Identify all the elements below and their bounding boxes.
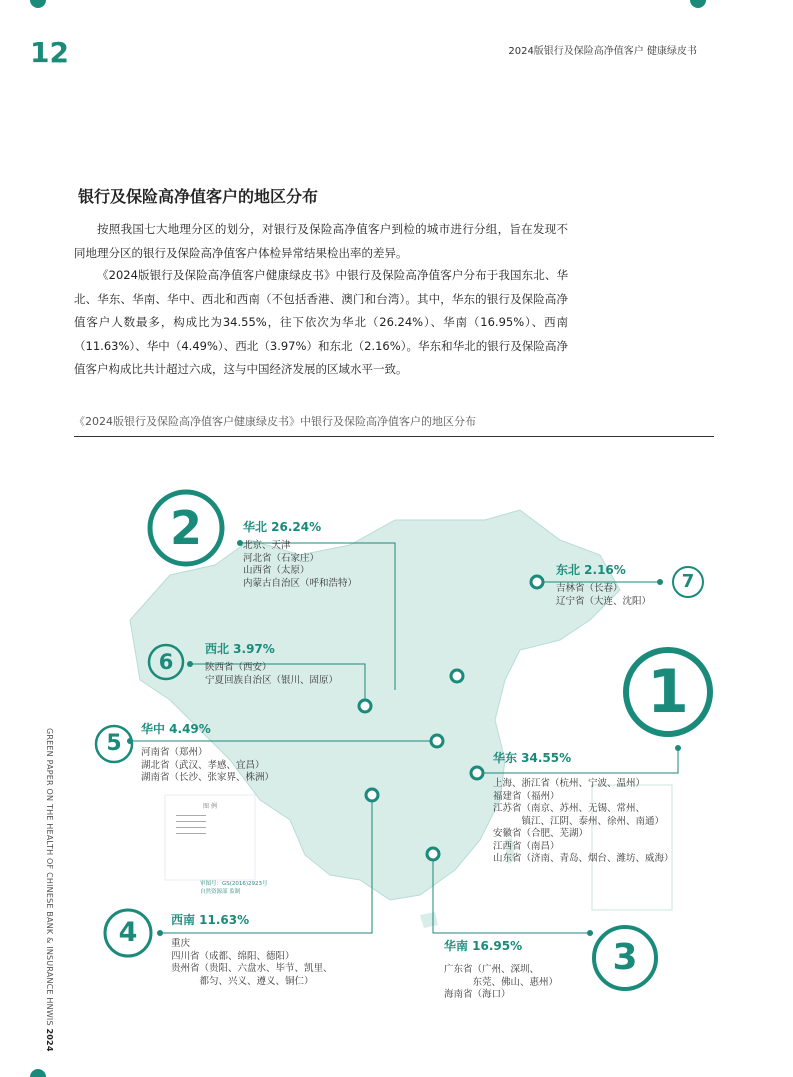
city-line: 镇江、江阴、泰州、徐州、南通） — [493, 815, 665, 827]
rank-number-4: 4 — [118, 917, 138, 948]
city-line: 江西省（南昌） — [493, 840, 560, 852]
marker-xinan — [366, 789, 378, 801]
city-line: 江苏省（南京、苏州、无锡、常州、 — [493, 803, 646, 814]
city-line: 山东省（济南、青岛、烟台、潍坊、威海） — [493, 853, 674, 864]
dot-xibei — [187, 661, 193, 667]
dot-xinan — [157, 930, 163, 936]
map-credit — [200, 880, 268, 896]
city-line: 贵州省（贵阳、六盘水、毕节、凯里、 — [171, 963, 333, 974]
city-line: 宁夏回族自治区（银川、固原） — [205, 674, 339, 686]
figure-caption: 《2024版银行及保险高净值客户健康绿皮书》中银行及保险高净值客户的地区分布 — [74, 415, 476, 428]
map-credit-approval: 审图号：GS(2016)2923号 — [200, 881, 268, 887]
region-cities-huabei — [243, 540, 357, 590]
city-line: 上海、浙江省（杭州、宁波、温州） — [493, 778, 646, 789]
map-legend-title: 图 例 — [203, 803, 217, 810]
marker-huabei — [451, 670, 463, 682]
city-line: 辽宁省（大连、沈阳） — [556, 595, 652, 607]
city-line: 山西省（太原） — [243, 565, 310, 576]
running-header: 2024版银行及保险高净值客户 健康绿皮书 — [508, 46, 697, 57]
dot-huanan — [587, 930, 593, 936]
dot-huadong — [675, 745, 681, 751]
map-credit-authority: 自然资源部 监制 — [200, 889, 241, 895]
region-huazhong — [141, 720, 274, 785]
dot-dongbei — [657, 579, 663, 585]
city-line: 福建省（福州） — [493, 790, 560, 802]
region-title-huadong: 华东 34.55% — [493, 751, 572, 765]
region-title-xinan: 西南 11.63% — [171, 913, 250, 927]
rank-number-5: 5 — [106, 731, 122, 756]
city-line: 北京、天津 — [243, 540, 291, 551]
marker-huadong — [471, 767, 483, 779]
city-line: 都匀、兴义、遵义、铜仁） — [171, 975, 314, 987]
legend-line-2 — [176, 821, 206, 822]
rank-number-2: 2 — [169, 501, 202, 555]
rank-number-6: 6 — [158, 650, 174, 674]
city-line: 安徽省（合肥、芜湖） — [493, 828, 589, 839]
city-line: 东莞、佛山、惠州） — [444, 976, 559, 988]
city-line: 广东省（广州、深圳、 — [444, 964, 540, 975]
marker-xibei — [359, 700, 371, 712]
region-cities-huazhong — [141, 747, 274, 785]
region-title-xibei: 西北 3.97% — [205, 642, 275, 656]
legend-line-1 — [176, 815, 206, 816]
city-line: 河南省（郑州） — [141, 747, 208, 758]
rank-number-7: 7 — [681, 571, 695, 592]
city-line: 湖北省（武汉、孝感、宜昌） — [141, 759, 265, 771]
map-legend — [170, 797, 250, 877]
legend-line-3 — [176, 827, 206, 828]
region-xinan — [171, 911, 333, 988]
region-title-dongbei: 东北 2.16% — [556, 563, 626, 577]
region-dongbei — [556, 561, 651, 608]
region-cities-xibei — [205, 662, 338, 687]
city-line: 重庆 — [171, 938, 191, 949]
region-cities-xinan — [171, 938, 333, 988]
rank-number-1: 1 — [647, 657, 689, 727]
region-title-huanan: 华南 16.95% — [444, 939, 523, 953]
city-line: 海南省（海口） — [444, 989, 511, 1000]
region-cities-huanan — [444, 964, 558, 1002]
city-line: 河北省（石家庄） — [243, 552, 320, 564]
body-paragraph-1: 按照我国七大地理分区的划分，对银行及保险高净值客户到检的城市进行分组，旨在发现不同地理分区的银行及保险高净值客户体检异常结果检出率的差异。 — [74, 222, 568, 260]
region-title-huabei: 华北 26.24% — [243, 520, 322, 534]
legend-line-4 — [176, 833, 206, 834]
city-line: 内蒙古自治区（呼和浩特） — [243, 577, 358, 589]
marker-huanan — [427, 848, 439, 860]
region-xibei — [205, 640, 338, 687]
city-line: 吉林省（长春） — [556, 583, 623, 594]
side-text-label: GREEN PAPER ON THE HEALTH OF CHINESE BANK & INSURANCE HNWIS — [45, 728, 54, 1026]
marker-dongbei — [531, 576, 543, 588]
city-line: 湖南省（长沙、张家界、株洲） — [141, 772, 275, 783]
section-title: 银行及保险高净值客户的地区分布 — [78, 187, 319, 206]
region-huabei — [243, 518, 357, 590]
body-paragraph-2: 《2024版银行及保险高净值客户健康绿皮书》中银行及保险高净值客户分布于我国东北、华北、华东、华南、华中、西北和西南（不包括香港、澳门和台湾）。其中，华东的银行及保险高净值客户人数最多，构成比为34.55%，往下依次为华北（26.24%）、华南（16.95%）、西南（11.63%）、华中（4.49%）、西北（3.97%）和东北（2.16%）。华东和华北的银行及保险高净值客户构成比共计超过六成，这与中国经济发展的区域水平一致。 — [74, 268, 568, 376]
region-cities-dongbei — [556, 583, 651, 608]
region-huadong — [493, 749, 674, 866]
hainan-shape — [420, 912, 438, 928]
side-text-year: 2024 — [45, 1028, 54, 1052]
page-number: 12 — [30, 36, 69, 69]
region-huanan — [444, 937, 558, 1002]
region-title-huazhong: 华中 4.49% — [141, 722, 211, 736]
region-cities-huadong — [493, 778, 674, 866]
city-line: 陕西省（西安） — [205, 662, 272, 673]
marker-huazhong — [431, 735, 443, 747]
city-line: 四川省（成都、绵阳、德阳） — [171, 950, 295, 962]
rank-number-3: 3 — [612, 937, 638, 978]
